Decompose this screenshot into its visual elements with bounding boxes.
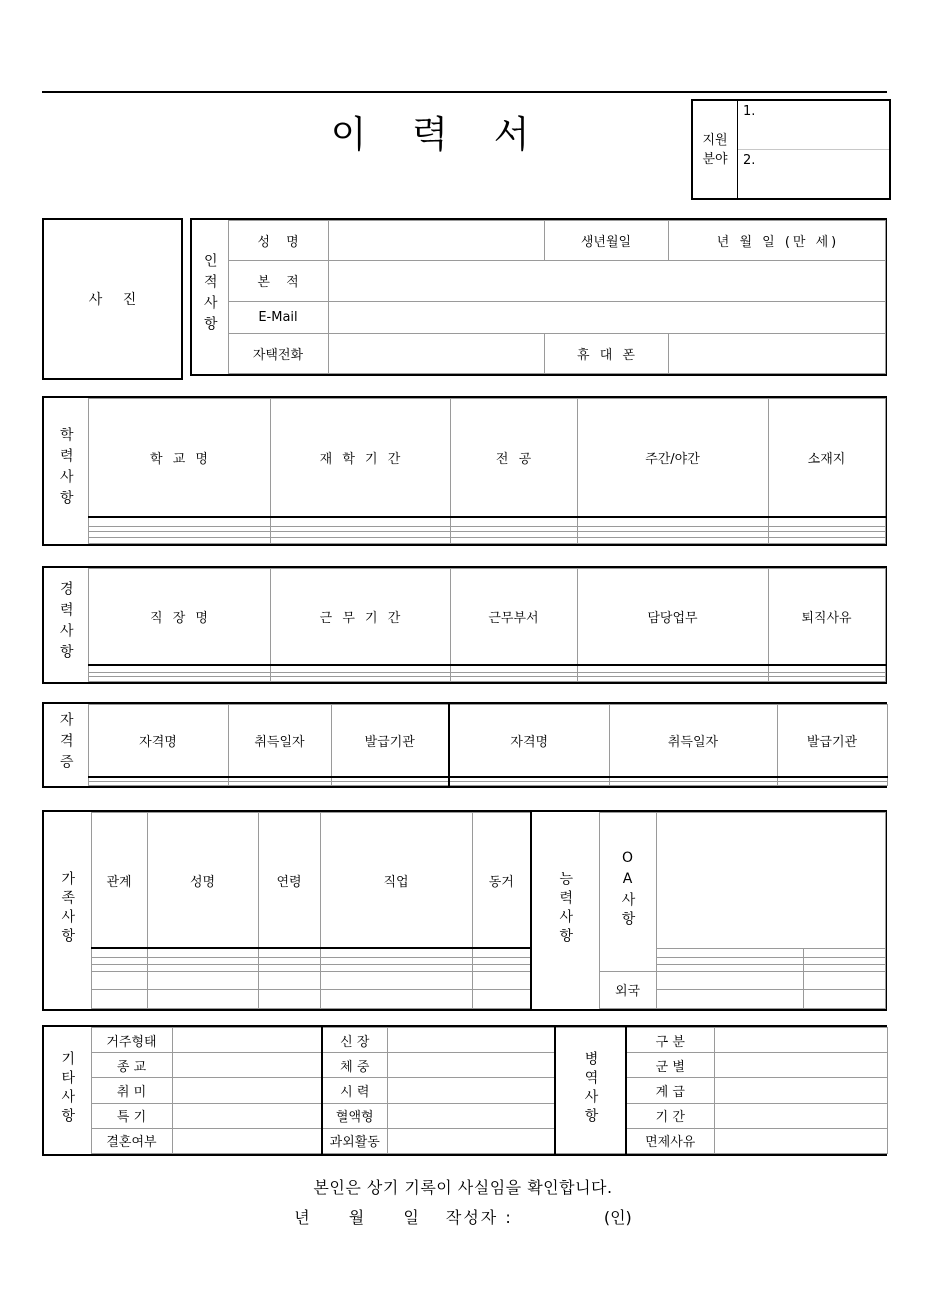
- family-cell[interactable]: [258, 958, 320, 965]
- education-cell-location[interactable]: [768, 538, 885, 544]
- family-side-label: 가족사항: [44, 813, 91, 1009]
- apply-field-box: [691, 99, 891, 200]
- family-header-cohabit: 동거: [472, 813, 531, 949]
- family-cell[interactable]: [147, 990, 258, 1009]
- foreign-level-cell[interactable]: [803, 971, 885, 990]
- military-value-4[interactable]: [714, 1128, 887, 1153]
- education-cell-period[interactable]: [270, 538, 450, 544]
- certificate-header-name-left: 자격명: [88, 705, 228, 777]
- family-header-relation: 관계: [91, 813, 147, 949]
- certificate-cell-issuer-right[interactable]: [777, 782, 887, 786]
- etc-label-3: 특 기: [91, 1103, 172, 1128]
- career-cell-company[interactable]: [88, 665, 270, 672]
- body-label-0: 신 장: [322, 1028, 387, 1053]
- family-cell[interactable]: [91, 964, 147, 971]
- email-value[interactable]: [328, 301, 885, 333]
- certificate-cell-name-right[interactable]: [449, 782, 609, 786]
- certificate-header-date-left: 취득일자: [228, 705, 331, 777]
- career-cell-reason[interactable]: [768, 677, 885, 682]
- etc-value-0[interactable]: [172, 1028, 322, 1053]
- email-label: E-Mail: [228, 301, 328, 333]
- certificate-header-name-right: 자격명: [449, 705, 609, 777]
- career-header-reason: 퇴직사유: [768, 569, 885, 666]
- family-cell[interactable]: [147, 948, 258, 958]
- year-label: 년: [294, 1208, 310, 1227]
- education-header-daynight: 주간/야간: [577, 399, 768, 518]
- education-header-location: 소재지: [768, 399, 885, 518]
- education-block: [42, 396, 887, 546]
- family-cell[interactable]: [320, 958, 472, 965]
- career-block: [42, 566, 887, 684]
- certificate-cell-name-left[interactable]: [88, 782, 228, 786]
- apply-field-label: [693, 101, 738, 198]
- certificate-table: [44, 704, 888, 786]
- family-cell[interactable]: [147, 958, 258, 965]
- oa-label: OA사항: [599, 813, 656, 972]
- military-side-label: 병역사항: [555, 1028, 626, 1154]
- education-cell-location[interactable]: [768, 517, 885, 526]
- family-cell[interactable]: [91, 990, 147, 1009]
- career-header-company: 직 장 명: [88, 569, 270, 666]
- family-cell[interactable]: [320, 990, 472, 1009]
- education-cell-school[interactable]: [88, 538, 270, 544]
- family-cell[interactable]: [147, 971, 258, 990]
- body-value-1[interactable]: [387, 1053, 555, 1078]
- career-header-department: 근무부서: [450, 569, 577, 666]
- body-label-1: 체 중: [322, 1053, 387, 1078]
- family-cell[interactable]: [472, 990, 531, 1009]
- family-header-name: 성명: [147, 813, 258, 949]
- military-label-4: 면제사유: [626, 1128, 714, 1153]
- table-row: [44, 1053, 887, 1078]
- personal-info-table: [192, 220, 886, 374]
- military-value-3[interactable]: [714, 1103, 887, 1128]
- family-cell[interactable]: [258, 990, 320, 1009]
- body-label-4: 과외활동: [322, 1128, 387, 1153]
- certificate-cell-date-right[interactable]: [609, 782, 777, 786]
- name-label: 성 명: [228, 221, 328, 261]
- apply-field-label-line1: 지원: [702, 132, 728, 148]
- education-cell-major[interactable]: [450, 517, 577, 526]
- table-row: [44, 1078, 887, 1103]
- family-cell[interactable]: [472, 964, 531, 971]
- personal-side-label: 인적사항: [192, 221, 228, 374]
- military-label-0: 구 분: [626, 1028, 714, 1053]
- table-row: [44, 677, 885, 682]
- education-header-major: 전 공: [450, 399, 577, 518]
- mobile-label: 휴 대 폰: [544, 333, 668, 373]
- etc-value-3[interactable]: [172, 1103, 322, 1128]
- family-cell[interactable]: [472, 948, 531, 958]
- family-header-job: 직업: [320, 813, 472, 949]
- career-cell-duty[interactable]: [577, 677, 768, 682]
- mobile-value[interactable]: [668, 333, 885, 373]
- etc-label-0: 거주형태: [91, 1028, 172, 1053]
- family-cell[interactable]: [320, 964, 472, 971]
- oa-name-cell[interactable]: [656, 948, 803, 958]
- day-label: 일: [403, 1208, 419, 1227]
- education-cell-daynight[interactable]: [577, 538, 768, 544]
- oa-row-0[interactable]: [656, 813, 885, 949]
- foreign-name-cell[interactable]: [656, 971, 803, 990]
- certificate-header-date-right: 취득일자: [609, 705, 777, 777]
- body-value-4[interactable]: [387, 1128, 555, 1153]
- education-cell-major[interactable]: [450, 538, 577, 544]
- oa-level-cell[interactable]: [803, 948, 885, 958]
- family-ability-block: [42, 810, 887, 1011]
- family-cell[interactable]: [147, 964, 258, 971]
- family-header-age: 연령: [258, 813, 320, 949]
- etc-value-1[interactable]: [172, 1053, 322, 1078]
- foreign-name-cell[interactable]: [656, 990, 803, 1009]
- career-cell-company[interactable]: [88, 677, 270, 682]
- table-row: [44, 1103, 887, 1128]
- oa-level-cell[interactable]: [803, 958, 885, 965]
- certificate-header-issuer-right: 발급기관: [777, 705, 887, 777]
- name-value[interactable]: [328, 221, 544, 261]
- family-cell[interactable]: [320, 948, 472, 958]
- table-row: [44, 665, 885, 672]
- table-row: [44, 538, 885, 544]
- origin-value[interactable]: [328, 261, 885, 301]
- family-cell[interactable]: [258, 971, 320, 990]
- oa-level-cell[interactable]: [803, 964, 885, 971]
- career-cell-period[interactable]: [270, 677, 450, 682]
- education-header-period: 재 학 기 간: [270, 399, 450, 518]
- career-cell-department[interactable]: [450, 677, 577, 682]
- career-cell-period[interactable]: [270, 665, 450, 672]
- body-label-2: 시 력: [322, 1078, 387, 1103]
- military-value-2[interactable]: [714, 1078, 887, 1103]
- confirmation-text: 본인은 상기 기록이 사실임을 확인합니다.: [313, 1178, 613, 1197]
- family-cell[interactable]: [472, 958, 531, 965]
- oa-name-cell[interactable]: [656, 958, 803, 965]
- page-title: 이 력 서: [330, 113, 547, 156]
- military-label-1: 군 별: [626, 1053, 714, 1078]
- writer-label: 작성자 :: [445, 1208, 513, 1227]
- title-divider: [42, 91, 887, 93]
- education-table: [44, 398, 886, 544]
- ability-side-label: 능력사항: [531, 813, 599, 1009]
- education-cell-daynight[interactable]: [577, 517, 768, 526]
- certificate-cell-date-left[interactable]: [228, 782, 331, 786]
- body-label-3: 혈액형: [322, 1103, 387, 1128]
- oa-name-cell[interactable]: [656, 964, 803, 971]
- etc-value-2[interactable]: [172, 1078, 322, 1103]
- family-cell[interactable]: [91, 948, 147, 958]
- education-header-school: 학 교 명: [88, 399, 270, 518]
- military-label-2: 계 급: [626, 1078, 714, 1103]
- month-label: 월: [348, 1208, 365, 1227]
- signature-line: [0, 1205, 926, 1228]
- birthdate-label: 생년월일: [544, 221, 668, 261]
- certificate-cell-issuer-left[interactable]: [331, 782, 449, 786]
- etc-military-block: [42, 1025, 887, 1156]
- birthdate-value[interactable]: 년 월 일 (만 세): [668, 221, 885, 261]
- seal-label: (인): [603, 1208, 632, 1227]
- body-value-0[interactable]: [387, 1028, 555, 1053]
- etc-military-table: [44, 1027, 888, 1154]
- table-row: [44, 1028, 887, 1053]
- etc-label-4: 결혼여부: [91, 1128, 172, 1153]
- military-value-0[interactable]: [714, 1028, 887, 1053]
- family-cell[interactable]: [258, 964, 320, 971]
- education-cell-period[interactable]: [270, 517, 450, 526]
- career-cell-duty[interactable]: [577, 665, 768, 672]
- apply-field-label-line2: 분야: [702, 151, 728, 167]
- military-value-1[interactable]: [714, 1053, 887, 1078]
- body-value-2[interactable]: [387, 1078, 555, 1103]
- family-cell[interactable]: [320, 971, 472, 990]
- foreign-language-label: 외국: [599, 971, 656, 1008]
- home-phone-value[interactable]: [328, 333, 544, 373]
- family-cell[interactable]: [258, 948, 320, 958]
- home-phone-label: 자택전화: [228, 333, 328, 373]
- career-cell-reason[interactable]: [768, 665, 885, 672]
- career-table: [44, 568, 886, 682]
- etc-side-label: 기타사항: [44, 1028, 91, 1154]
- personal-info-block: [190, 218, 887, 376]
- military-label-3: 기 간: [626, 1103, 714, 1128]
- table-row: [44, 782, 887, 786]
- career-cell-department[interactable]: [450, 665, 577, 672]
- career-side-label: 경력사항: [44, 569, 88, 682]
- family-cell[interactable]: [472, 971, 531, 990]
- table-row: [44, 1128, 887, 1153]
- family-cell[interactable]: [91, 971, 147, 990]
- career-header-duty: 담당업무: [577, 569, 768, 666]
- career-header-period: 근 무 기 간: [270, 569, 450, 666]
- body-value-3[interactable]: [387, 1103, 555, 1128]
- family-ability-table: [44, 812, 886, 1009]
- table-row: [44, 517, 885, 526]
- family-cell[interactable]: [91, 958, 147, 965]
- etc-label-2: 취 미: [91, 1078, 172, 1103]
- certificate-header-issuer-left: 발급기관: [331, 705, 449, 777]
- apply-field-item-1[interactable]: 1.: [738, 101, 889, 150]
- education-cell-school[interactable]: [88, 517, 270, 526]
- etc-label-1: 종 교: [91, 1053, 172, 1078]
- certificate-block: [42, 702, 887, 788]
- apply-field-inputs: [738, 101, 889, 198]
- origin-label: 본 적: [228, 261, 328, 301]
- apply-field-item-2[interactable]: 2.: [743, 153, 756, 168]
- education-side-label: 학력사항: [44, 399, 88, 544]
- photo-placeholder[interactable]: 사 진: [42, 218, 183, 380]
- foreign-level-cell[interactable]: [803, 990, 885, 1009]
- certificate-side-label: 자격증: [44, 705, 88, 786]
- etc-value-4[interactable]: [172, 1128, 322, 1153]
